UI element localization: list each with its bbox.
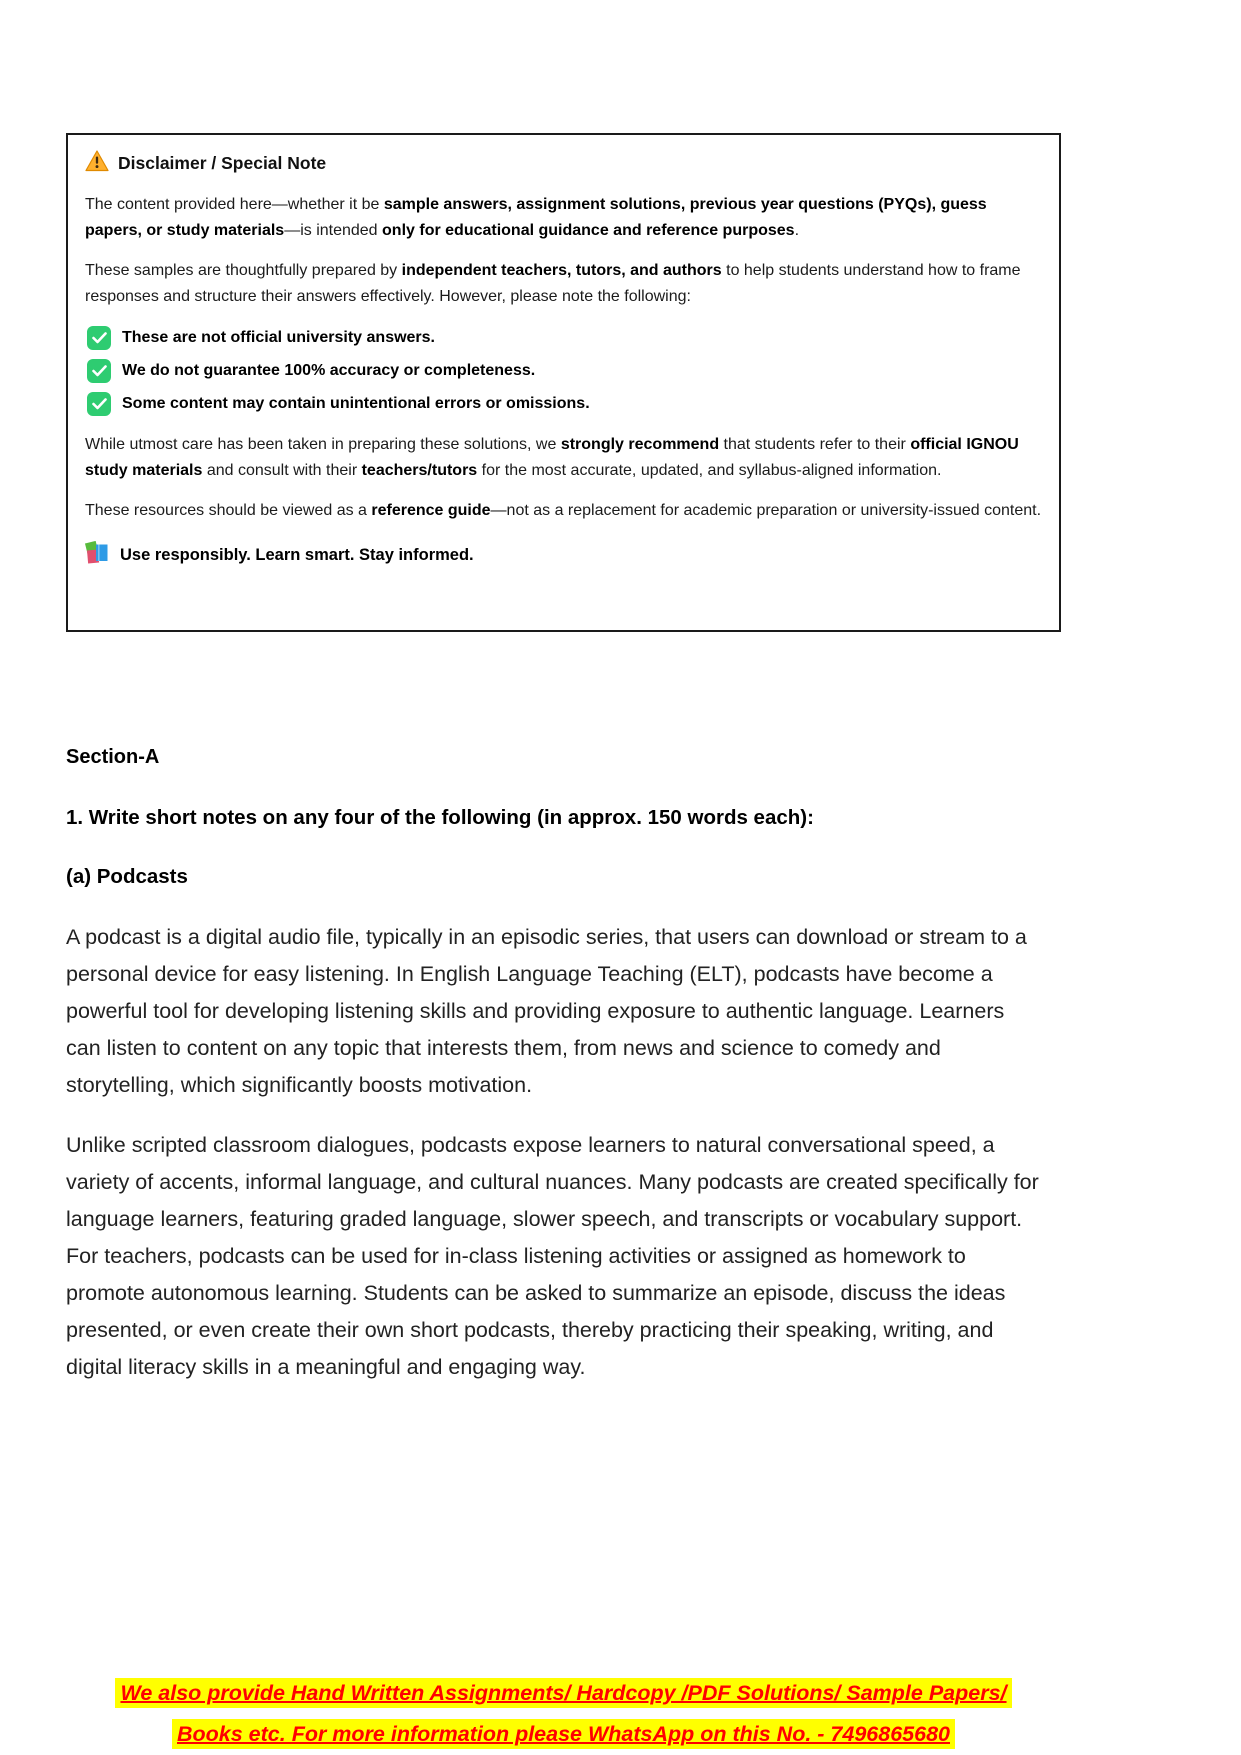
checklist-item	[87, 326, 1042, 350]
check-icon	[87, 359, 111, 383]
question-1a-heading: (a) Podcasts	[66, 865, 188, 888]
disclaimer-checklist	[87, 326, 1042, 416]
checklist-item-label: Some content may contain unintentional errors or omissions.	[122, 395, 590, 412]
disclaimer-closing-text: Use responsibly. Learn smart. Stay informed.	[120, 545, 474, 564]
checklist-item	[87, 392, 1042, 416]
disclaimer-title: Disclaimer / Special Note	[118, 153, 327, 173]
promo-footer-line-2	[66, 1715, 1061, 1755]
warning-icon	[85, 150, 109, 177]
question-1-heading: 1. Write short notes on any four of the following (in approx. 150 words each):	[66, 806, 814, 829]
answer-paragraph-1: A podcast is a digital audio file, typically in an episodic series, that users can download or stream to a personal device for easy listening. In English Language Teaching (ELT), podcasts have become a powerful tool for developing listening skills and providing exposure to authentic language. Learners can listen to content on any topic that interests them, from news and science to comedy and storytelling, which significantly boosts motivation.	[66, 925, 1027, 1097]
promo-footer-line-1	[66, 1674, 1061, 1715]
promo-footer-text: We also provide Hand Written Assignments/ Hardcopy /PDF Solutions/ Sample Papers/	[115, 1678, 1011, 1708]
checklist-item-label: These are not official university answers.	[122, 329, 435, 346]
disclaimer-box	[66, 133, 1061, 632]
answer-paragraph-2: Unlike scripted classroom dialogues, podcasts expose learners to natural conversational speed, a variety of accents, informal language, and cultural nuances. Many podcasts are created specifically for language learners, featuring graded language, slower speech, and transcripts or vocabulary support. For teachers, podcasts can be used for in-class listening activities or assigned as homework to promote autonomous learning. Students can be asked to summarize an episode, discuss the ideas presented, or even create their own short podcasts, thereby practicing their speaking, writing, and digital literacy skills in a meaningful and engaging way.	[66, 1133, 1039, 1379]
promo-footer	[66, 1674, 1061, 1755]
section-heading: Section-A	[66, 746, 160, 768]
disclaimer-paragraph-1: The content provided here—whether it be sample answers, assignment solutions, previous year questions (PYQs), guess papers, or study materials—is intended only for educational guidance and reference purposes.	[85, 196, 987, 239]
books-icon	[85, 541, 110, 569]
disclaimer-header	[85, 150, 1042, 177]
disclaimer-paragraph-3: While utmost care has been taken in preparing these solutions, we strongly recommend that students refer to their official IGNOU study materials and consult with their teachers/tutors for the most accurate, updated, and syllabus-aligned information.	[85, 436, 1019, 479]
promo-footer-text: Books etc. For more information please WhatsApp on this No. - 7496865680	[172, 1719, 955, 1749]
check-icon	[87, 392, 111, 416]
checklist-item-label: We do not guarantee 100% accuracy or completeness.	[122, 362, 536, 379]
disclaimer-paragraph-4: These resources should be viewed as a reference guide—not as a replacement for academic preparation or university-issued content.	[85, 502, 1042, 519]
disclaimer-closing	[85, 541, 1042, 569]
disclaimer-paragraph-2: These samples are thoughtfully prepared by independent teachers, tutors, and authors to help students understand how to frame responses and structure their answers effectively. However, please note the following:	[85, 262, 1021, 305]
check-icon	[87, 326, 111, 350]
answer-section	[66, 746, 1044, 1409]
checklist-item	[87, 359, 1042, 383]
